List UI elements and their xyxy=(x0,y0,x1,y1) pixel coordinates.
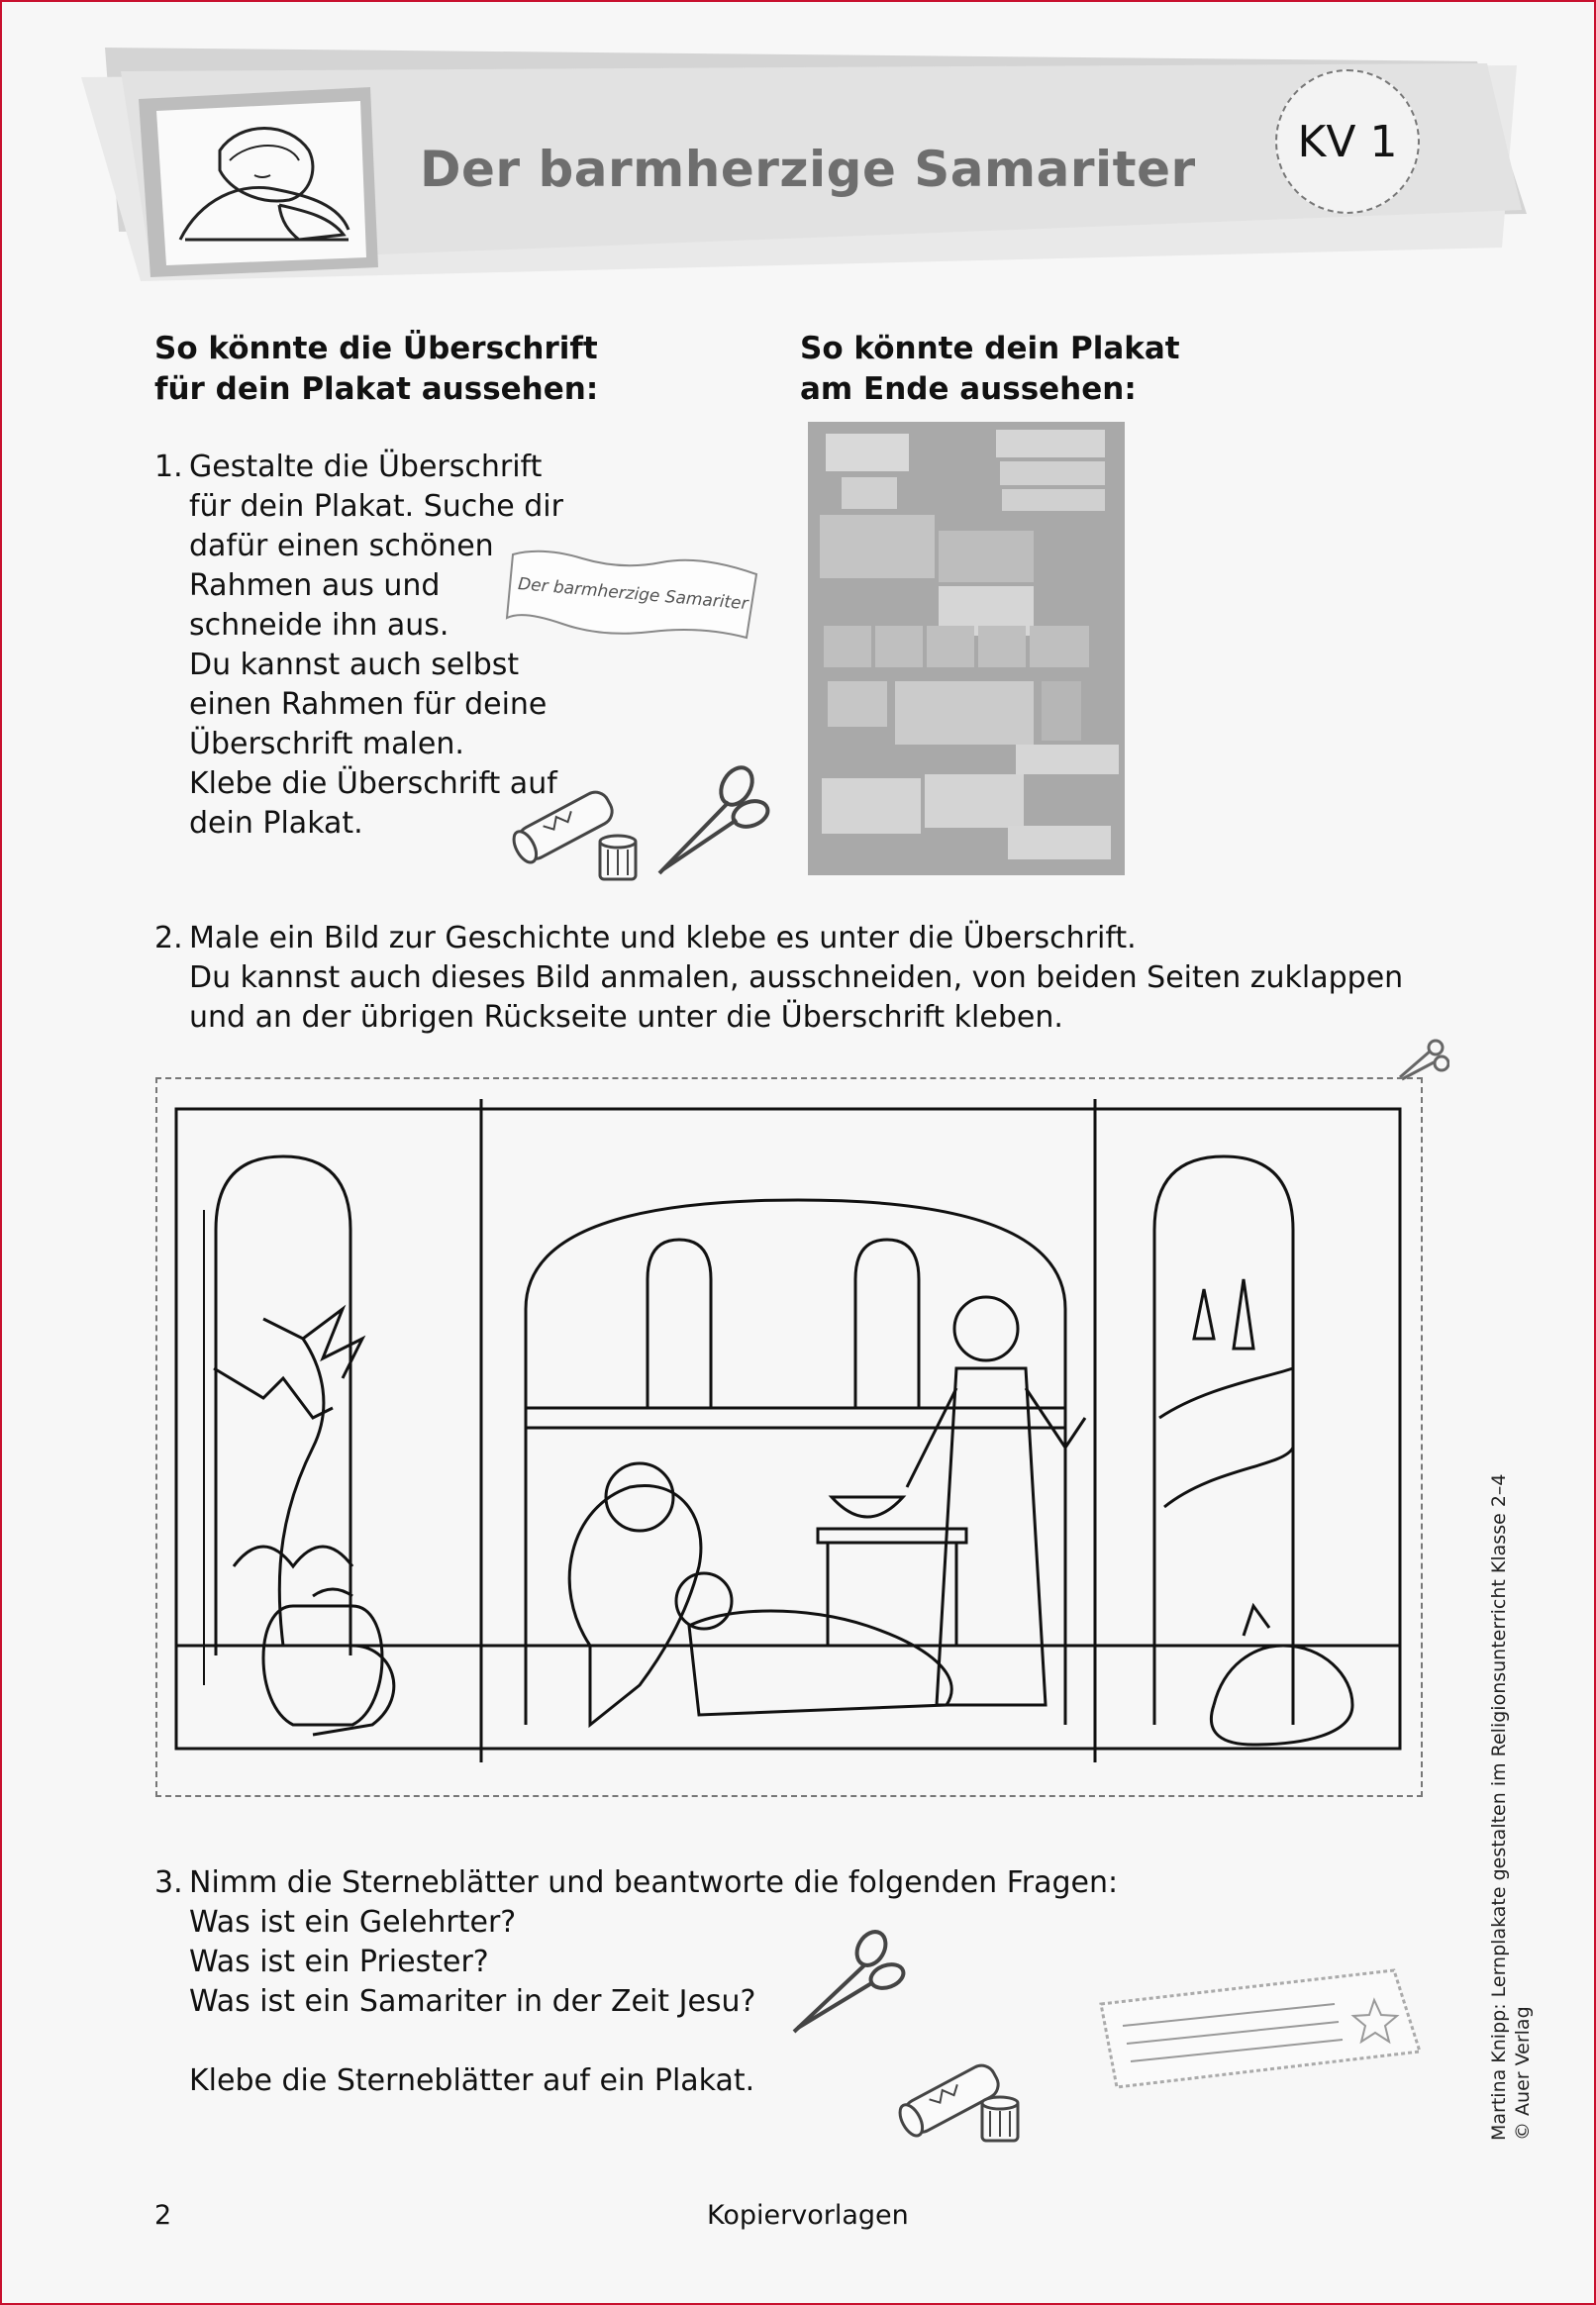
scissors-icon xyxy=(651,762,770,881)
footer-label: Kopiervorlagen xyxy=(707,2200,909,2231)
step-2-line: Male ein Bild zur Geschichte und klebe es unter die Überschrift. xyxy=(189,921,1137,955)
step-1-line: Rahmen aus und xyxy=(189,568,441,603)
finished-poster-photo xyxy=(808,422,1125,875)
credit-line: Martina Knipp: Lernplakate gestalten im Religionsunterricht Klasse 2–4 xyxy=(1488,1473,1510,2141)
step-3-line: Was ist ein Samariter in der Zeit Jesu? xyxy=(189,1984,756,2019)
glue-stick-icon xyxy=(505,764,644,883)
step-1-line: Klebe die Überschrift auf xyxy=(189,766,557,801)
step-1-line: dein Plakat. xyxy=(189,806,363,841)
sleeping-person-illustration xyxy=(139,87,378,277)
step-2-text xyxy=(189,919,1403,1038)
step-1-line: Gestalte die Überschrift xyxy=(189,450,543,484)
star-sheet-illustration xyxy=(1087,1964,1424,2089)
glue-stick-icon xyxy=(891,2038,1030,2147)
page-number: 2 xyxy=(154,2200,172,2231)
side-credit xyxy=(1487,1474,1535,2142)
scissors-icon xyxy=(788,1929,907,2038)
step-1-line: für dein Plakat. Suche dir xyxy=(189,489,563,524)
step-3-line: Nimm die Sterneblätter und beantworte die folgenden Fragen: xyxy=(189,1865,1119,1900)
step-3-line: Klebe die Sterneblätter auf ein Plakat. xyxy=(189,2063,755,2098)
step-1-line: schneide ihn aus. xyxy=(189,608,449,643)
step-1-line: einen Rahmen für deine xyxy=(189,687,548,722)
right-heading xyxy=(800,329,1180,410)
step-3-line: Was ist ein Gelehrter? xyxy=(189,1905,517,1940)
sample-banner-text: Der barmherzige Samariter xyxy=(517,574,749,615)
left-heading xyxy=(154,329,598,410)
step-3-line: Was ist ein Priester? xyxy=(189,1945,489,1979)
step-2-line: Du kannst auch dieses Bild anmalen, ausschneiden, von beiden Seiten zuklappen xyxy=(189,960,1404,995)
step-1-line: Du kannst auch selbst xyxy=(189,648,520,682)
worksheet-badge: KV 1 xyxy=(1275,69,1420,214)
left-heading-line: So könnte die Überschrift xyxy=(154,331,598,366)
page-title: Der barmherzige Samariter xyxy=(420,141,1196,198)
step-2-number: 2. xyxy=(154,921,183,955)
right-heading-line: So könnte dein Plakat xyxy=(800,331,1180,366)
step-3-number: 3. xyxy=(154,1865,183,1900)
right-heading-line: am Ende aussehen: xyxy=(800,371,1137,407)
step-1-line: dafür einen schönen xyxy=(189,529,494,563)
samaritan-colouring-scene xyxy=(174,1091,1402,1784)
step-1-line: Überschrift malen. xyxy=(189,727,464,761)
credit-line: © Auer Verlag xyxy=(1512,2006,1534,2141)
step-2-line: und an der übrigen Rückseite unter die Überschrift kleben. xyxy=(189,1000,1063,1035)
left-heading-line: für dein Plakat aussehen: xyxy=(154,371,599,407)
step-1-number: 1. xyxy=(154,450,183,484)
